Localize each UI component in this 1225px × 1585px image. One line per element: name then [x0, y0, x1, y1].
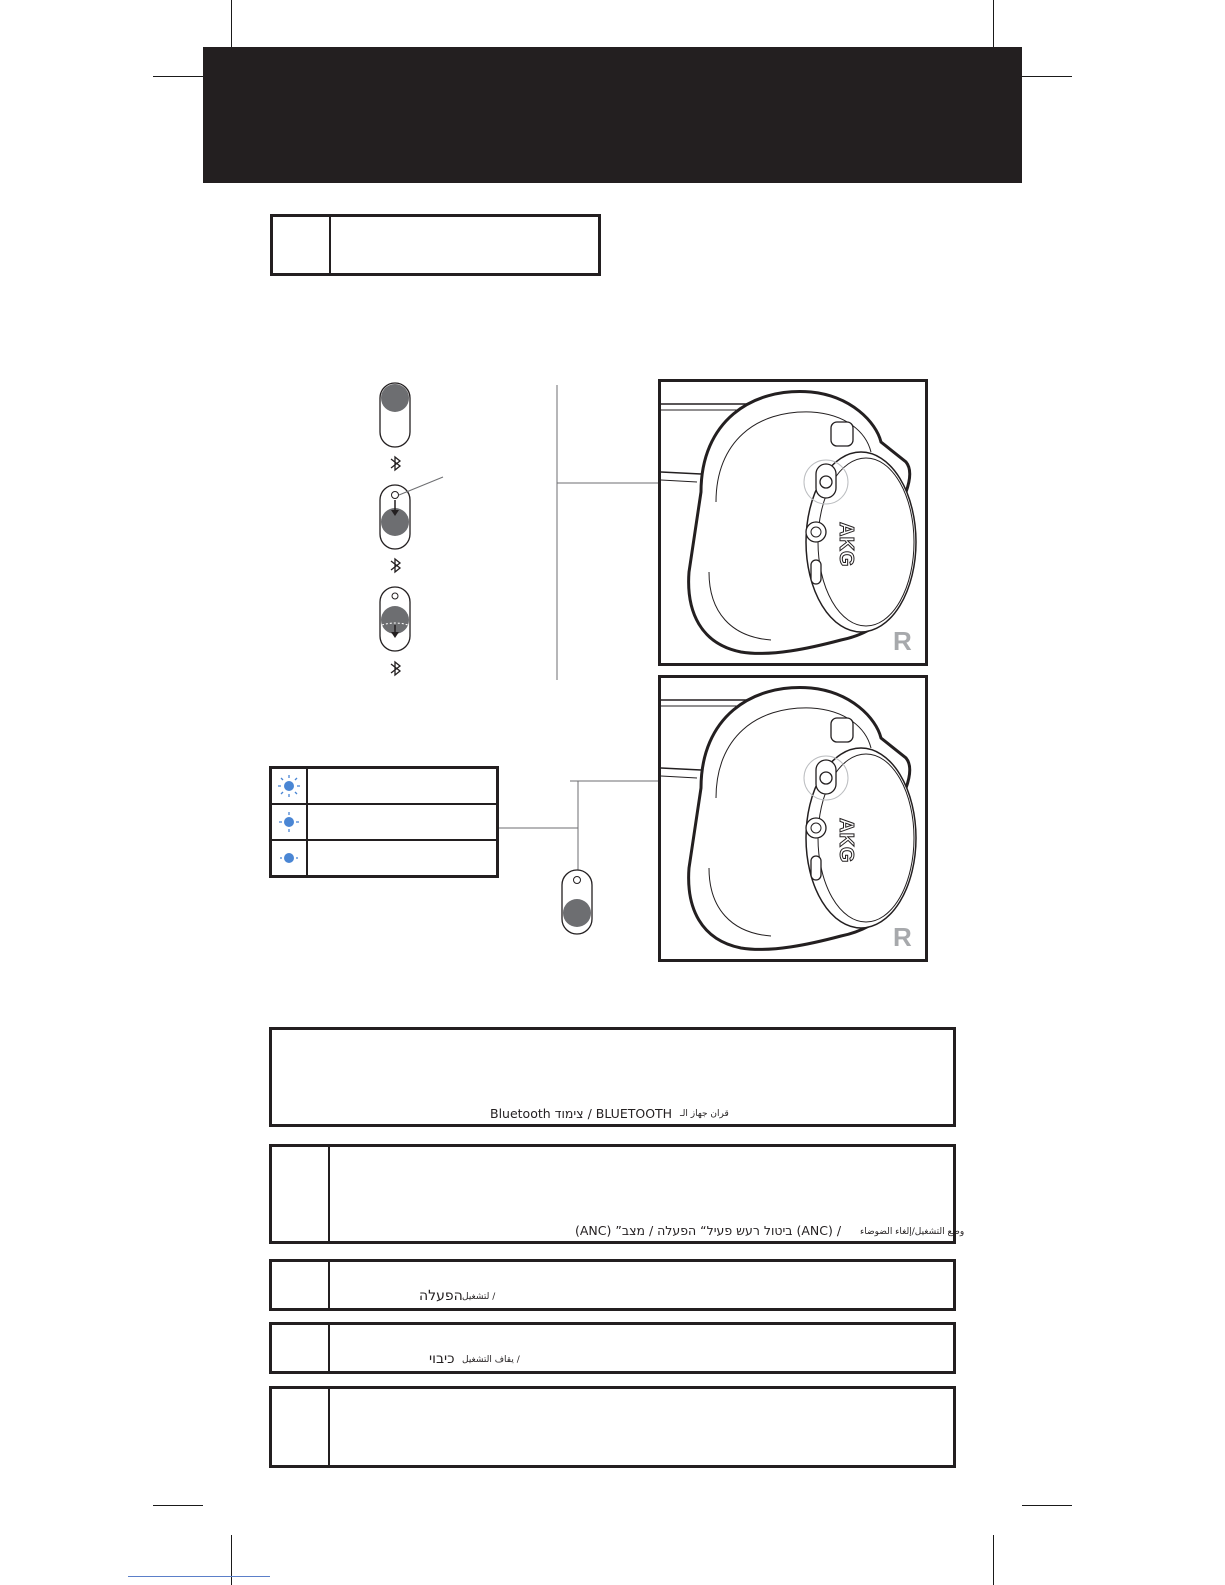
info-box-tab	[272, 1262, 330, 1308]
side-indicator: R	[893, 626, 912, 656]
power-off-caption: כיבוי	[429, 1351, 455, 1367]
led-row-fast	[272, 769, 496, 805]
status-box	[270, 214, 601, 276]
switch-off-icon	[380, 383, 410, 447]
crop-mark-top-left-v	[231, 0, 232, 47]
info-box-tab	[272, 1147, 330, 1241]
led-solid-icon	[272, 841, 306, 875]
info-box-tab	[272, 1389, 330, 1465]
crop-mark-top-right-h	[1022, 76, 1072, 77]
info-box-tab	[272, 1325, 330, 1371]
header-bar	[203, 47, 1022, 183]
headphone-earcup-illustration	[661, 382, 925, 663]
info-box-power-off	[269, 1322, 956, 1374]
crop-mark-bottom-right-h	[1022, 1505, 1072, 1506]
side-indicator: R	[893, 922, 912, 952]
crop-mark-top-right-v	[993, 0, 994, 47]
info-box-anc	[269, 1144, 965, 1244]
led-cell	[272, 769, 308, 803]
crop-mark-bottom-left-v	[231, 1535, 232, 1585]
power-on-caption-arabic: لتشغيل /	[462, 1292, 496, 1302]
ear-panel-top	[658, 379, 928, 666]
led-cell	[272, 841, 308, 877]
status-box-tab	[273, 217, 331, 273]
bluetooth-icon	[391, 662, 400, 675]
switch-slide-icon	[380, 477, 443, 549]
anc-caption-arabic: وضع التشغيل/إلغاء الضوضاء	[860, 1227, 965, 1237]
switch-on-icon	[560, 868, 594, 938]
brand-logo: AKG	[835, 522, 857, 567]
led-cell	[272, 805, 308, 839]
print-link-underline	[128, 1576, 270, 1577]
crop-mark-bottom-right-v	[993, 1535, 994, 1585]
led-legend-table	[269, 766, 499, 878]
headphone-earcup-illustration	[661, 678, 925, 959]
led-flash-slow-icon	[272, 805, 306, 839]
bluetooth-pairing-caption: Bluetooth צימוד / BLUETOOTH	[490, 1106, 673, 1121]
info-box-bluetooth-pairing	[269, 1027, 956, 1127]
bluetooth-icon	[391, 457, 400, 470]
power-on-caption: הפעלה	[419, 1288, 463, 1304]
led-flash-fast-icon	[272, 769, 306, 803]
crop-mark-top-left-h	[153, 76, 203, 77]
brand-logo: AKG	[835, 818, 857, 863]
bluetooth-pairing-caption-arabic: قران جهاز الـ	[680, 1109, 729, 1119]
led-row-solid	[272, 841, 496, 877]
info-box-power-on	[269, 1259, 956, 1311]
anc-caption: (ANC) ”ביטול רעש פעיל“ הפעלה / מצב (ANC) /	[575, 1223, 842, 1238]
crop-mark-bottom-left-h	[153, 1505, 203, 1506]
power-off-caption-arabic: يقاف التشغيل /	[462, 1355, 520, 1365]
ear-panel-bottom	[658, 675, 928, 962]
switch-hold-icon	[380, 587, 410, 651]
bluetooth-icon	[391, 559, 400, 572]
info-box-note	[269, 1386, 956, 1468]
led-row-slow	[272, 805, 496, 841]
